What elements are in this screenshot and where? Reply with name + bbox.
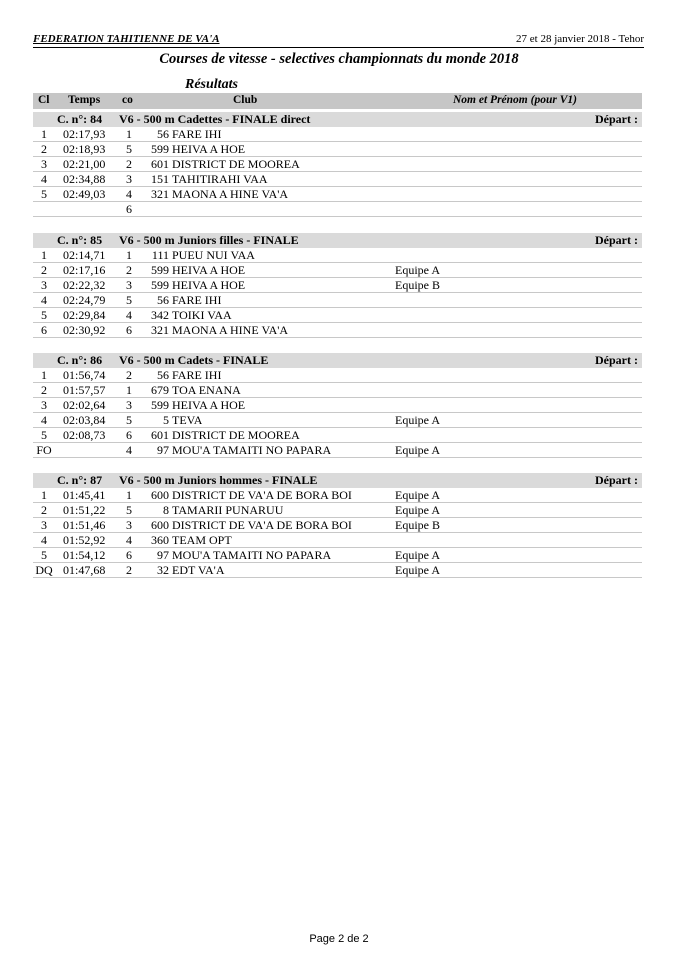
time-cell: 02:08,73: [63, 428, 106, 442]
club-name-cell: TAHITIRAHI VAA: [172, 172, 268, 186]
time-cell: 02:21,00: [63, 157, 106, 171]
club-name-cell: DISTRICT DE VA'A DE BORA BOI: [172, 488, 352, 502]
rank-cell: 5: [41, 548, 47, 562]
race-number: C. n°: 85: [57, 233, 103, 247]
club-name-cell: TEVA: [172, 413, 203, 427]
table-row: [33, 548, 642, 563]
club-number-cell: 56: [157, 368, 169, 382]
rank-cell: 5: [41, 187, 47, 201]
lane-cell: 3: [126, 518, 132, 532]
club-number-cell: 599: [151, 278, 169, 292]
header-divider: [33, 47, 644, 48]
race-number: C. n°: 87: [57, 473, 103, 487]
col-nom: Nom et Prénom (pour V1): [453, 94, 577, 106]
table-row: [33, 443, 642, 458]
team-note-cell: Equipe B: [395, 278, 440, 292]
time-cell: 01:57,57: [63, 383, 106, 397]
lane-cell: 2: [126, 368, 132, 382]
lane-cell: 6: [126, 548, 132, 562]
club-name-cell: MAONA A HINE VA'A: [172, 187, 289, 201]
time-cell: 01:47,68: [63, 563, 106, 577]
rank-cell: 3: [41, 398, 47, 412]
table-row: [33, 518, 642, 533]
race-section: [33, 473, 642, 578]
club-number-cell: 321: [151, 187, 169, 201]
race-depart: Départ :: [595, 112, 638, 126]
time-cell: 02:24,79: [63, 293, 106, 307]
time-cell: 01:54,12: [63, 548, 106, 562]
table-row: [33, 293, 642, 308]
club-number-cell: 600: [151, 518, 169, 532]
club-number-cell: 342: [151, 308, 169, 322]
club-number-cell: 601: [151, 428, 169, 442]
col-club: Club: [233, 94, 258, 106]
club-number-cell: 321: [151, 323, 169, 337]
club-name-cell: HEIVA A HOE: [172, 263, 246, 277]
race-header: [33, 473, 642, 488]
race-section: [33, 112, 642, 217]
race-header: [33, 353, 642, 368]
race-depart: Départ :: [595, 233, 638, 247]
lane-cell: 1: [126, 248, 132, 262]
rank-cell: 5: [41, 308, 47, 322]
table-row: [33, 142, 642, 157]
club-number-cell: 111: [151, 248, 169, 262]
table-row: [33, 187, 642, 202]
lane-cell: 1: [126, 488, 132, 502]
race-depart: Départ :: [595, 473, 638, 487]
rank-cell: 1: [41, 368, 47, 382]
race-header: [33, 112, 642, 127]
time-cell: 02:17,16: [63, 263, 106, 277]
time-cell: 02:22,32: [63, 278, 106, 292]
table-row: [33, 323, 642, 338]
table-row: [33, 428, 642, 443]
time-cell: 01:51,46: [63, 518, 106, 532]
club-number-cell: 601: [151, 157, 169, 171]
time-cell: 02:34,88: [63, 172, 106, 186]
club-number-cell: 56: [157, 127, 169, 141]
race-number: C. n°: 86: [57, 353, 103, 367]
club-number-cell: 599: [151, 398, 169, 412]
team-note-cell: Equipe A: [395, 413, 440, 427]
rank-cell: 3: [41, 518, 47, 532]
team-note-cell: Equipe A: [395, 263, 440, 277]
rank-cell: 4: [41, 172, 47, 186]
table-row: [33, 127, 642, 142]
club-number-cell: 97: [157, 443, 169, 457]
race-header: [33, 233, 642, 248]
lane-cell: 4: [126, 187, 132, 201]
date-location: 27 et 28 janvier 2018 - Tehor: [516, 33, 644, 45]
club-name-cell: TOIKI VAA: [172, 308, 232, 322]
club-name-cell: MOU'A TAMAITI NO PAPARA: [172, 443, 332, 457]
col-cl: Cl: [38, 94, 50, 106]
club-number-cell: 97: [157, 548, 169, 562]
race-number: C. n°: 84: [57, 112, 103, 126]
rank-cell: 2: [41, 503, 47, 517]
lane-cell: 6: [126, 428, 132, 442]
lane-cell: 5: [126, 142, 132, 156]
lane-cell: 5: [126, 413, 132, 427]
table-row: [33, 202, 642, 217]
rank-cell: 5: [41, 428, 47, 442]
time-cell: 02:30,92: [63, 323, 106, 337]
lane-cell: 4: [126, 308, 132, 322]
lane-cell: 3: [126, 398, 132, 412]
rank-cell: 4: [41, 413, 47, 427]
results-heading: Résultats: [185, 77, 238, 92]
time-cell: 01:52,92: [63, 533, 106, 547]
race-section: [33, 353, 642, 458]
club-number-cell: 360: [151, 533, 169, 547]
lane-cell: 1: [126, 127, 132, 141]
race-event: V6 - 500 m Juniors filles - FINALE: [119, 233, 299, 247]
lane-cell: 2: [126, 263, 132, 277]
club-number-cell: 600: [151, 488, 169, 502]
club-number-cell: 599: [151, 142, 169, 156]
club-name-cell: FARE IHI: [172, 127, 222, 141]
club-name-cell: TEAM OPT: [172, 533, 232, 547]
time-cell: 02:18,93: [63, 142, 106, 156]
lane-cell: 3: [126, 278, 132, 292]
rank-cell: FO: [36, 443, 52, 457]
race-depart: Départ :: [595, 353, 638, 367]
club-name-cell: EDT VA'A: [172, 563, 225, 577]
table-row: [33, 413, 642, 428]
time-cell: 01:51,22: [63, 503, 106, 517]
rank-cell: 1: [41, 127, 47, 141]
table-row: [33, 488, 642, 503]
club-number-cell: 599: [151, 263, 169, 277]
team-note-cell: Equipe B: [395, 518, 440, 532]
race-event: V6 - 500 m Cadettes - FINALE direct: [119, 112, 311, 126]
time-cell: 02:29,84: [63, 308, 106, 322]
table-row: [33, 368, 642, 383]
time-cell: 02:14,71: [63, 248, 106, 262]
table-row: [33, 503, 642, 518]
club-name-cell: MOU'A TAMAITI NO PAPARA: [172, 548, 332, 562]
club-name-cell: HEIVA A HOE: [172, 278, 246, 292]
club-number-cell: 679: [151, 383, 169, 397]
rank-cell: 4: [41, 293, 47, 307]
club-name-cell: TAMARII PUNARUU: [172, 503, 284, 517]
table-row: [33, 563, 642, 578]
rank-cell: 2: [41, 383, 47, 397]
lane-cell: 5: [126, 293, 132, 307]
lane-cell: 2: [126, 157, 132, 171]
rank-cell: 6: [41, 323, 47, 337]
time-cell: 02:17,93: [63, 127, 106, 141]
rank-cell: 1: [41, 248, 47, 262]
club-name-cell: FARE IHI: [172, 293, 222, 307]
club-number-cell: 151: [151, 172, 169, 186]
page-footer: Page 2 de 2: [309, 933, 369, 945]
rank-cell: 1: [41, 488, 47, 502]
lane-cell: 6: [126, 323, 132, 337]
rank-cell: 3: [41, 278, 47, 292]
team-note-cell: Equipe A: [395, 503, 440, 517]
club-name-cell: FARE IHI: [172, 368, 222, 382]
rank-cell: DQ: [35, 563, 53, 577]
rank-cell: 2: [41, 263, 47, 277]
table-row: [33, 398, 642, 413]
club-name-cell: DISTRICT DE MOOREA: [172, 157, 300, 171]
table-row: [33, 172, 642, 187]
club-name-cell: PUEU NUI VAA: [172, 248, 255, 262]
club-name-cell: TOA ENANA: [172, 383, 241, 397]
lane-cell: 4: [126, 533, 132, 547]
time-cell: 01:56,74: [63, 368, 106, 382]
column-header-bar: [33, 93, 642, 109]
lane-cell: 3: [126, 172, 132, 186]
team-note-cell: Equipe A: [395, 563, 440, 577]
race-event: V6 - 500 m Juniors hommes - FINALE: [119, 473, 318, 487]
rank-cell: 3: [41, 157, 47, 171]
time-cell: 01:45,41: [63, 488, 106, 502]
club-name-cell: HEIVA A HOE: [172, 398, 246, 412]
table-row: [33, 533, 642, 548]
table-row: [33, 308, 642, 323]
club-number-cell: 56: [157, 293, 169, 307]
lane-cell: 5: [126, 503, 132, 517]
team-note-cell: Equipe A: [395, 548, 440, 562]
table-row: [33, 263, 642, 278]
time-cell: 02:02,64: [63, 398, 106, 412]
rank-cell: 2: [41, 142, 47, 156]
col-temps: Temps: [68, 94, 101, 106]
team-note-cell: Equipe A: [395, 443, 440, 457]
club-number-cell: 8: [163, 503, 169, 517]
club-name-cell: DISTRICT DE MOOREA: [172, 428, 300, 442]
document-title: Courses de vitesse - selectives championnats du monde 2018: [159, 51, 519, 67]
table-row: [33, 278, 642, 293]
org-header: FEDERATION TAHITIENNE DE VA'A: [33, 33, 220, 45]
col-co: co: [122, 94, 133, 106]
lane-cell: 4: [126, 443, 132, 457]
table-row: [33, 248, 642, 263]
club-number-cell: 5: [163, 413, 169, 427]
race-section: [33, 233, 642, 338]
lane-cell: 2: [126, 563, 132, 577]
lane-cell: 1: [126, 383, 132, 397]
lane-cell: 6: [126, 202, 132, 216]
club-name-cell: HEIVA A HOE: [172, 142, 246, 156]
team-note-cell: Equipe A: [395, 488, 440, 502]
time-cell: 02:03,84: [63, 413, 106, 427]
race-event: V6 - 500 m Cadets - FINALE: [119, 353, 269, 367]
table-row: [33, 383, 642, 398]
club-name-cell: DISTRICT DE VA'A DE BORA BOI: [172, 518, 352, 532]
rank-cell: 4: [41, 533, 47, 547]
time-cell: 02:49,03: [63, 187, 106, 201]
club-name-cell: MAONA A HINE VA'A: [172, 323, 289, 337]
table-row: [33, 157, 642, 172]
club-number-cell: 32: [157, 563, 169, 577]
